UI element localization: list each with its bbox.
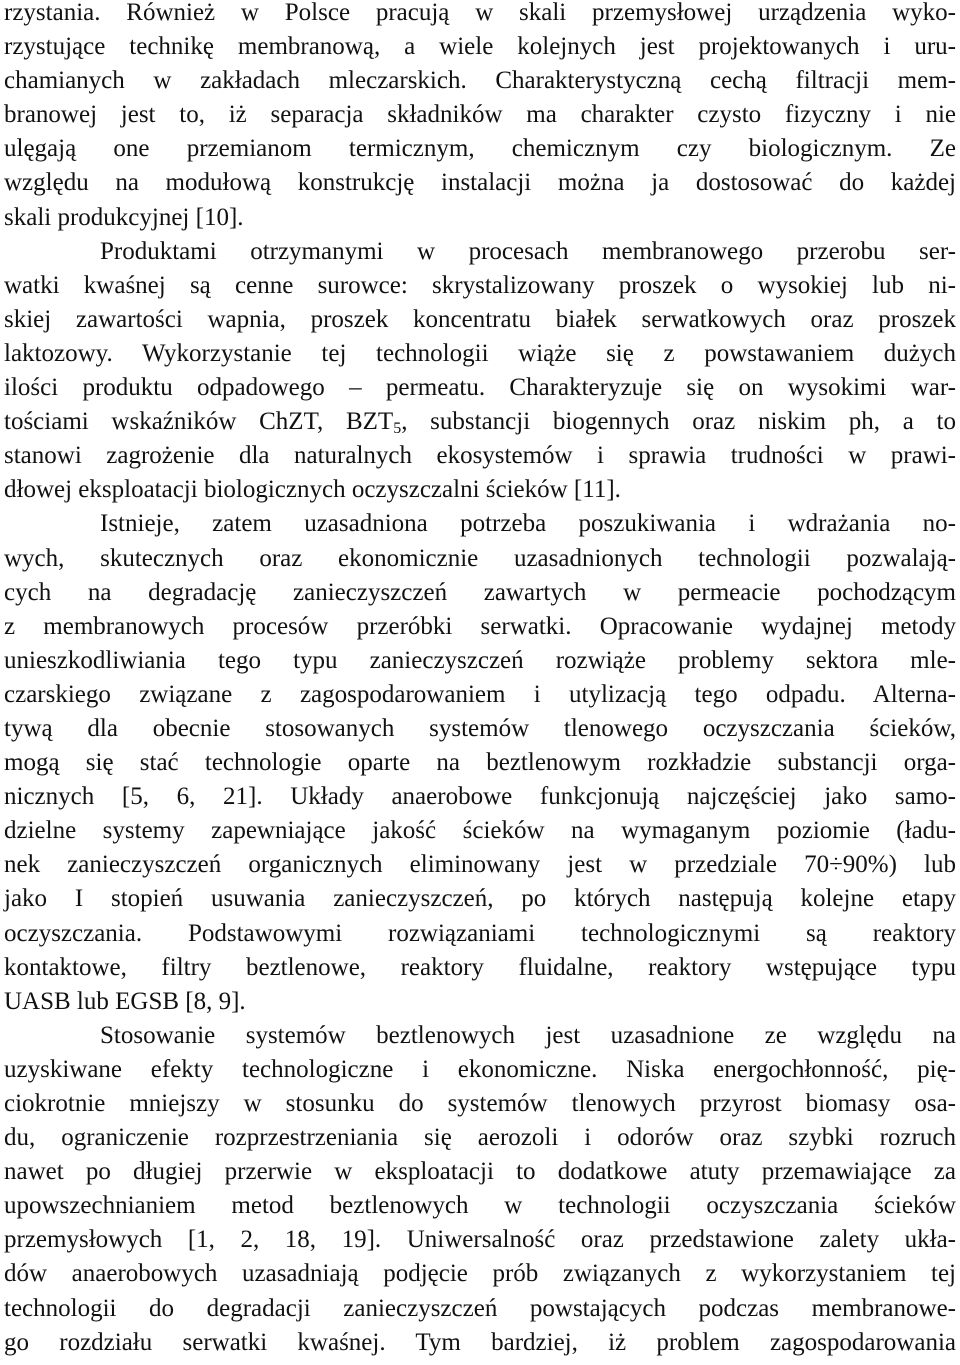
text-line	[4, 64, 956, 98]
line-text: upowszechnianiem metod beztlenowych w technologii oczyszczania ścieków	[4, 1192, 956, 1220]
subscript: 5	[393, 420, 402, 438]
line-text: nawet po długiej przerwie w eksploatacji to dodatkowe atuty przemawiające za	[4, 1158, 956, 1186]
text-line	[4, 848, 956, 882]
text-line	[4, 98, 956, 132]
text-line	[4, 746, 956, 780]
line-text: kontaktowe, filtry beztlenowe, reaktory fluidalne, reaktory wstępujące typu	[4, 953, 956, 981]
line-text: branowej jest to, iż separacja składników ma charakter czysto fizyczny i nie	[4, 101, 956, 129]
line-text: Stosowanie systemów beztlenowych jest uzasadnione ze względu na	[100, 1021, 956, 1049]
line-text: nicznych [5, 6, 21]. Układy anaerobowe funkcjonują najczęściej jako samo-	[4, 783, 956, 811]
text-line	[4, 951, 956, 985]
line-text: unieszkodliwiania tego typu zanieczyszczeń rozwiąże problemy sektora mle-	[4, 646, 956, 674]
line-text: uzyskiwane efekty technologiczne i ekonomiczne. Niska energochłonność, pię-	[4, 1055, 956, 1083]
line-text: ilości produktu odpadowego – permeatu. Charakteryzuje się on wysokimi war-	[4, 374, 956, 402]
line-text: ulęgają one przemianom termicznym, chemicznym czy biologicznym. Ze	[4, 135, 956, 163]
line-text: Produktami otrzymanymi w procesach membranowego przerobu ser-	[100, 237, 956, 265]
text-line	[4, 576, 956, 610]
text-line	[4, 337, 956, 371]
text-line	[4, 814, 956, 848]
text-line	[4, 1121, 956, 1155]
body-text	[4, 0, 956, 1360]
line-text: watki kwaśnej są cenne surowce: skrystalizowany proszek o wysokiej lub ni-	[4, 271, 956, 299]
line-text: przemysłowych [1, 2, 18, 19]. Uniwersalność oraz przedstawione zalety ukła-	[4, 1226, 956, 1254]
text-line	[4, 132, 956, 166]
text-line	[4, 235, 956, 269]
text-line	[4, 303, 956, 337]
text-line	[4, 371, 956, 405]
text-line	[4, 166, 956, 200]
text-line	[4, 0, 956, 30]
text-line	[4, 610, 956, 644]
line-text: ciokrotnie mniejszy w stosunku do systemów tlenowych przyrost biomasy osa-	[4, 1090, 956, 1117]
text-line	[4, 712, 956, 746]
line-text: tościami wskaźników ChZT, BZT	[4, 408, 394, 436]
line-text: cych na degradację zanieczyszczeń zawartych w permeacie pochodzącym	[4, 578, 956, 606]
line-text: dzielne systemy zapewniające jakość ścieków na wymaganym poziomie (ładu-	[4, 817, 956, 845]
line-text: chamianych w zakładach mleczarskich. Charakterystyczną cechą filtracji mem-	[4, 67, 956, 95]
text-line	[4, 507, 956, 541]
line-text: laktozowy. Wykorzystanie tej technologii wiąże się z powstawaniem dużych	[4, 339, 956, 367]
line-text: technologii do degradacji zanieczyszczeń powstających podczas membranowe-	[4, 1294, 956, 1322]
text-line	[4, 30, 956, 64]
text-line	[4, 269, 956, 303]
line-text: dów anaerobowych uzasadniają podjęcie prób związanych z wykorzystaniem tej	[4, 1260, 956, 1288]
line-text: z membranowych procesów przeróbki serwatki. Opracowanie wydajnej metody	[4, 612, 956, 640]
line-text: mogą się stać technologie oparte na beztlenowym rozkładzie substancji orga-	[4, 749, 956, 777]
text-line	[4, 678, 956, 712]
text-line	[4, 985, 956, 1019]
line-text: dłowej eksploatacji biologicznych oczyszczalni ścieków [11].	[4, 476, 621, 504]
text-line	[4, 439, 956, 473]
line-text: Istnieje, zatem uzasadniona potrzeba poszukiwania i wdrażania no-	[100, 510, 956, 538]
text-line	[4, 1155, 956, 1189]
line-text: tywą dla obecnie stosowanych systemów tlenowego oczyszczania ścieków,	[4, 714, 956, 742]
line-text: względu na modułową konstrukcję instalacji można ja dostosować do każdej	[4, 169, 956, 197]
line-text: oczyszczania. Podstawowymi rozwiązaniami technologicznymi są reaktory	[4, 919, 956, 947]
text-line	[4, 780, 956, 814]
line-text: go rozdziału serwatki kwaśnej. Tym bardziej, iż problem zagospodarowania	[4, 1328, 956, 1356]
text-line	[4, 917, 956, 951]
text-line	[4, 1189, 956, 1223]
line-text: du, ograniczenie rozprzestrzeniania się aerozoli i odorów oraz szybki rozruch	[4, 1124, 956, 1152]
line-text: skiej zawartości wapnia, proszek koncentratu białek serwatkowych oraz proszek	[4, 305, 956, 333]
text-line	[4, 1326, 956, 1360]
text-line	[4, 1257, 956, 1291]
text-line	[4, 473, 956, 507]
text-line	[4, 882, 956, 916]
line-text: wych, skutecznych oraz ekonomicznie uzasadnionych technologii pozwalają-	[4, 544, 956, 572]
line-text: stanowi zagrożenie dla naturalnych ekosystemów i sprawia trudności w prawi-	[4, 442, 956, 470]
line-text: skali produkcyjnej [10].	[4, 203, 244, 231]
line-text: rzystania. Również w Polsce pracują w skali przemysłowej urządzenia wyko-	[4, 0, 956, 26]
text-line	[4, 201, 956, 235]
text-line	[4, 405, 956, 439]
line-text: czarskiego związane z zagospodarowaniem i utylizacją tego odpadu. Alterna-	[4, 680, 956, 708]
text-line	[4, 1019, 956, 1053]
line-text: UASB lub EGSB [8, 9].	[4, 987, 246, 1015]
line-text: jako I stopień usuwania zanieczyszczeń, po których następują kolejne etapy	[4, 885, 956, 913]
text-line	[4, 1223, 956, 1257]
text-line	[4, 542, 956, 576]
line-text: nek zanieczyszczeń organicznych eliminowany jest w przedziale 70÷90%) lub	[4, 851, 956, 879]
line-text-continued: , substancji biogennych oraz niskim ph, a to	[401, 408, 956, 436]
text-line	[4, 644, 956, 678]
text-line	[4, 1053, 956, 1087]
line-text: rzystujące technikę membranową, a wiele kolejnych jest projektowanych i uru-	[4, 33, 956, 61]
text-line	[4, 1292, 956, 1326]
text-line	[4, 1087, 956, 1121]
